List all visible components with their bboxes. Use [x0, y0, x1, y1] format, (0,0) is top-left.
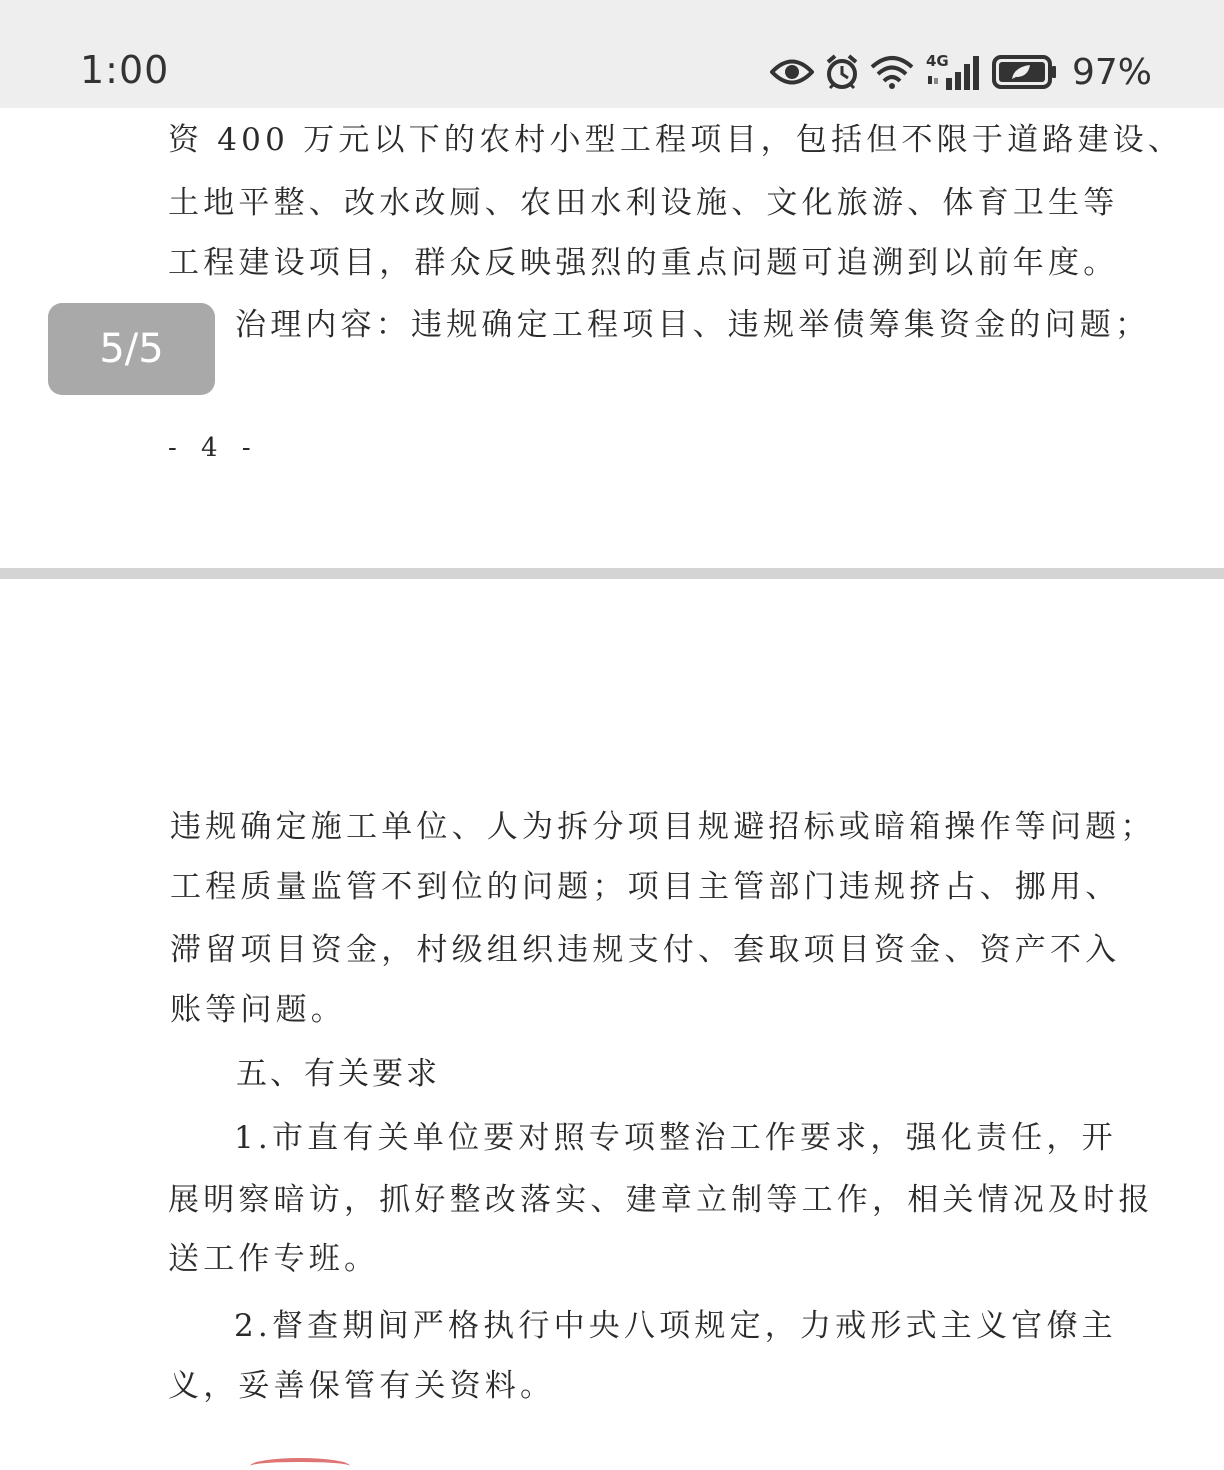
seal-stamp-edge	[250, 1458, 350, 1470]
battery-icon	[992, 55, 1058, 89]
page-number: - 4 -	[168, 433, 259, 463]
text-line: 工程建设项目，群众反映强烈的重点问题可追溯到以前年度。	[168, 245, 1119, 281]
text-line: 工程质量监管不到位的问题；项目主管部门违规挤占、挪用、	[170, 869, 1121, 905]
alarm-icon	[824, 54, 860, 90]
page-separator	[0, 568, 1224, 579]
page-indicator: 5/5	[48, 303, 215, 395]
status-icons	[770, 50, 1152, 94]
status-time: 1:00	[80, 48, 170, 92]
text-line: 资 400 万元以下的农村小型工程项目，包括但不限于道路建设、	[168, 122, 1184, 158]
status-bar	[0, 0, 1224, 108]
text-line: 治理内容：违规确定工程项目、违规举债筹集资金的问题；	[235, 307, 1151, 343]
battery-percent: 97%	[1071, 51, 1152, 93]
text-line: 送工作专班。	[168, 1241, 380, 1277]
text-line: 违规确定施工单位、人为拆分项目规避招标或暗箱操作等问题；	[170, 809, 1156, 845]
signal-icon	[924, 52, 982, 92]
text-line: 2.督查期间严格执行中央八项规定，力戒形式主义官僚主	[234, 1308, 1117, 1344]
text-line: 展明察暗访，抓好整改落实、建章立制等工作，相关情况及时报	[168, 1182, 1154, 1218]
text-line: 土地平整、改水改厕、农田水利设施、文化旅游、体育卫生等	[168, 185, 1119, 221]
text-line: 义，妥善保管有关资料。	[168, 1368, 556, 1404]
text-line: 账等问题。	[170, 992, 346, 1028]
section-heading: 五、有关要求	[236, 1056, 440, 1092]
text-line: 滞留项目资金，村级组织违规支付、套取项目资金、资产不入	[170, 932, 1121, 968]
network-type-label: 4G	[925, 52, 949, 70]
text-line: 1.市直有关单位要对照专项整治工作要求，强化责任，开	[234, 1120, 1117, 1156]
wifi-icon	[870, 55, 914, 89]
eye-icon	[770, 57, 814, 87]
document-page-5	[0, 579, 1224, 1470]
